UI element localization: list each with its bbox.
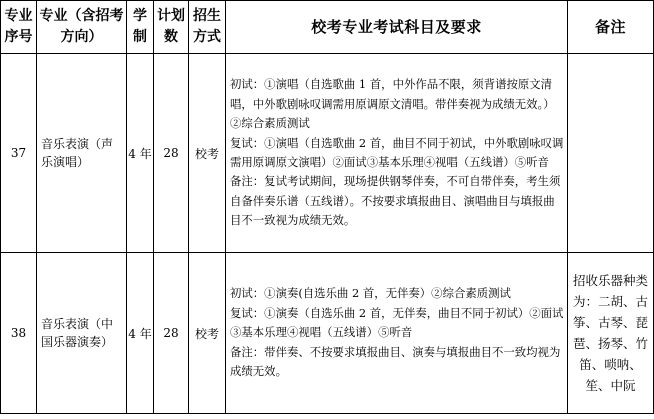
- header-plan: 计划数: [154, 1, 189, 54]
- header-row: [1, 1, 654, 54]
- row-notes: 招收乐器种类为：二胡、古筝、古琴、琵琶、扬琴、竹笛、唢呐、笙、中阮: [568, 253, 654, 414]
- row-plan: 28: [154, 253, 189, 414]
- requirement-retest: 复试：①演唱（自选歌曲 2 首，曲目不同于初试，中外歌剧咏叹调需用原调原文演唱）②面试③基本乐理④视唱（五线谱）⑤听音: [230, 135, 564, 169]
- requirement-retest: 复试：①演奏（自选乐曲 2 首，无伴奏，曲目不同于初试）②面试③基本乐理④视唱（五线谱）⑤听音: [230, 305, 564, 340]
- row-mode: 校考: [189, 253, 226, 414]
- row-notes: [568, 54, 654, 253]
- requirement-initial: 初试：①演奏(自选乐曲 2 首，无伴奏）②综合素质测试: [230, 286, 511, 301]
- header-mode: 招生方式: [189, 1, 226, 54]
- row-no: 38: [1, 253, 37, 414]
- row-no: 37: [1, 54, 37, 253]
- row-requirements: [226, 54, 568, 253]
- requirement-remark: 备注：带伴奏、不按要求填报曲目、演奏与填报曲目不一致均视为成绩无效。: [230, 344, 561, 379]
- header-duration: 学制: [127, 1, 154, 54]
- row-plan: 28: [154, 54, 189, 253]
- row-major: 音乐表演（声乐演唱）: [37, 54, 127, 253]
- row-duration: 4 年: [127, 54, 154, 253]
- header-no: 专业序号: [1, 1, 37, 54]
- row-requirements: [226, 253, 568, 414]
- requirement-initial: 初试：①演唱（自选歌曲 1 首，中外作品不限，须背谱按原文清唱，中外歌剧咏叹调需用原调原文清唱。带伴奏视为成绩无效。）②综合素质测试: [230, 77, 555, 131]
- requirement-remark: 备注：复试考试期间，现场提供钢琴伴奏，不可自带伴奏，考生须自备伴奏乐谱（五线谱）。不按要求填报曲目、演唱曲目与填报曲目不一致视为成绩无效。: [230, 174, 561, 228]
- header-major: 专业（含招考方向）: [37, 1, 127, 54]
- header-notes: 备注: [568, 1, 654, 54]
- row-duration: 4 年: [127, 253, 154, 414]
- table-row: [1, 253, 654, 414]
- row-mode: 校考: [189, 54, 226, 253]
- row-major: 音乐表演（中国乐器演奏）: [37, 253, 127, 414]
- header-requirements: 校考专业考试科目及要求: [226, 1, 568, 54]
- table-row: [1, 54, 654, 253]
